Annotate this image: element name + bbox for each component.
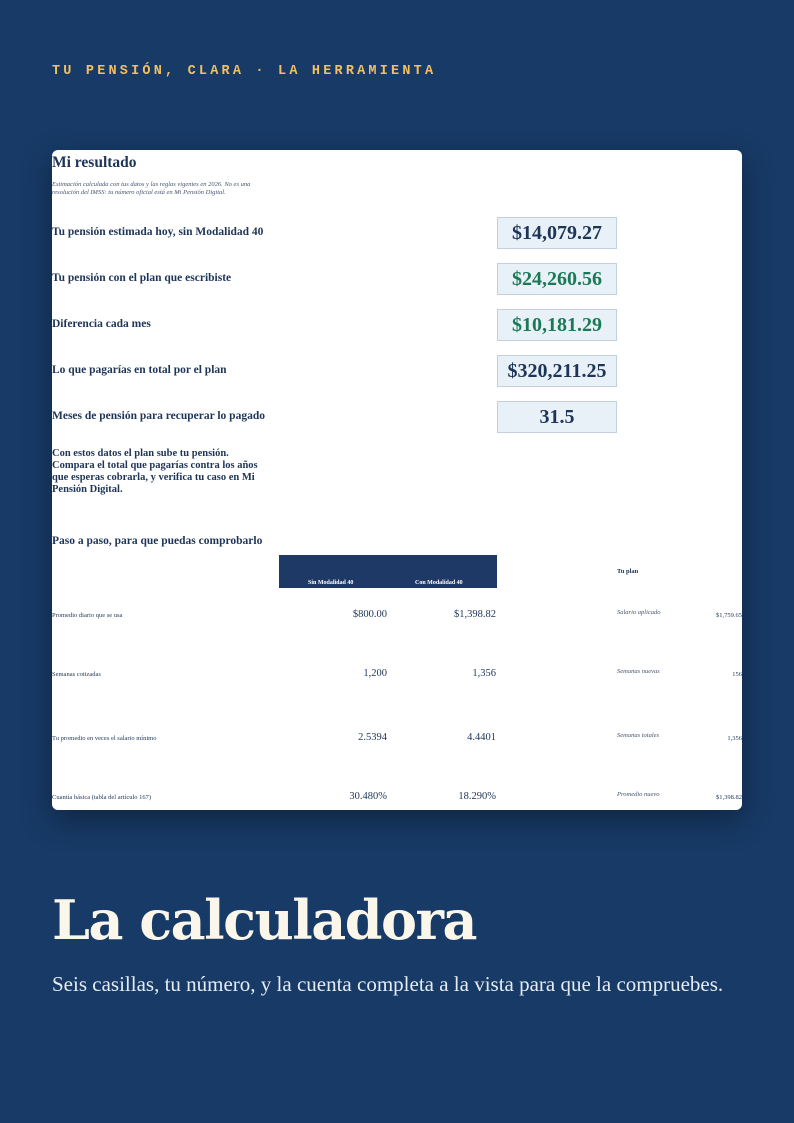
result-value-current: $14,079.27: [497, 217, 617, 249]
result-sheet: [52, 150, 742, 810]
result-value-payback: 31.5: [497, 401, 617, 433]
plan-value: $1,759.65: [716, 612, 742, 619]
plan-label: Salario aplicado: [617, 609, 661, 616]
result-label-plan: Tu pensión con el plan que escribiste: [52, 272, 232, 284]
hero-title: La calculadora: [52, 888, 476, 952]
plan-value: $1,398.82: [716, 794, 742, 801]
sheet-title: Mi resultado: [52, 154, 137, 171]
row-value-with: 18.290%: [458, 791, 496, 802]
result-label-current: Tu pensión estimada hoy, sin Modalidad 40: [52, 226, 264, 238]
plan-label: Promedio nuevo: [617, 791, 660, 798]
row-value-without: $800.00: [352, 609, 387, 620]
row-label: Tu promedio en veces el salario mínimo: [52, 735, 157, 742]
row-label: Cuantía básica (tabla del artículo 167): [52, 794, 152, 801]
plan-value: 1,356: [727, 735, 742, 742]
result-label-total-cost: Lo que pagarías en total por el plan: [52, 364, 227, 376]
column-header-plan: Tu plan: [617, 568, 639, 575]
result-label-payback: Meses de pensión para recuperar lo pagado: [52, 410, 265, 422]
plan-label: Semanas nuevas: [617, 668, 660, 675]
hero-subtitle: Seis casillas, tu número, y la cuenta completa a la vista para que la compruebes.: [52, 972, 724, 996]
row-value-without: 1,200: [363, 668, 387, 679]
column-header-without: Sin Modalidad 40: [308, 580, 354, 586]
sheet-note: Estimación calculada con tus datos y las reglas vigentes en 2026. No es una resolución del IMSS: tu número oficial está en Mi Pensión Digital.: [52, 181, 251, 196]
result-value-plan: $24,260.56: [497, 263, 617, 295]
row-value-with: 1,356: [472, 668, 496, 679]
row-value-without: 30.480%: [349, 791, 387, 802]
result-label-difference: Diferencia cada mes: [52, 318, 151, 330]
result-value-difference: $10,181.29: [497, 309, 617, 341]
summary-text: Con estos datos el plan sube tu pensión. Compara el total que pagarías contra los años que esperas cobrarla, y verifica tu caso en Mi Pensión Digital.: [52, 448, 258, 495]
row-value-with: $1,398.82: [454, 609, 496, 620]
row-value-with: 4.4401: [467, 732, 496, 743]
eyebrow: TU PENSIÓN, CLARA · LA HERRAMIENTA: [52, 64, 437, 79]
result-value-total-cost: $320,211.25: [497, 355, 617, 387]
plan-value: 156: [732, 671, 742, 678]
plan-label: Semanas totales: [617, 732, 660, 739]
row-value-without: 2.5394: [358, 732, 387, 743]
row-label: Promedio diario que se usa: [52, 612, 123, 619]
steps-title: Paso a paso, para que puedas comprobarlo: [52, 535, 263, 547]
row-label: Semanas cotizadas: [52, 671, 101, 678]
column-header-with: Con Modalidad 40: [415, 580, 463, 586]
